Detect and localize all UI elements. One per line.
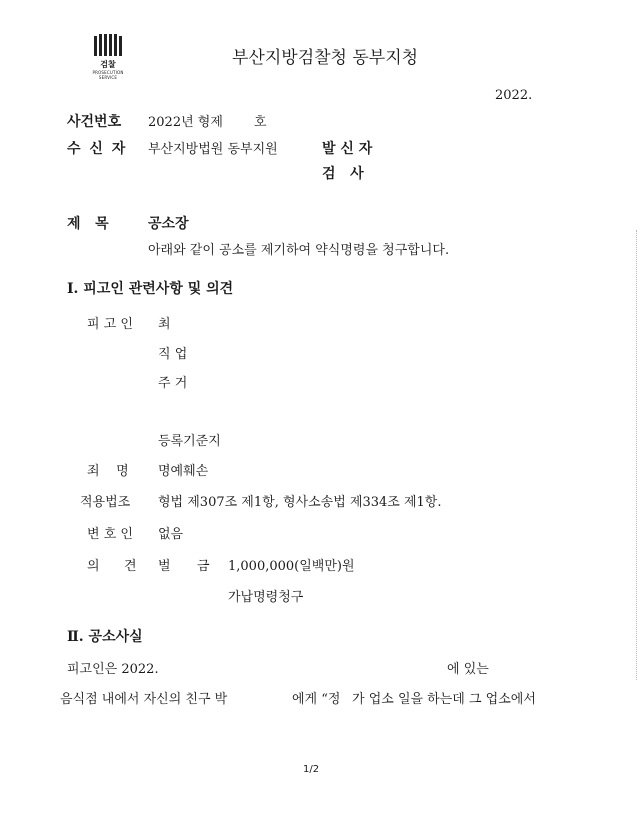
address-label: 주 거 (158, 376, 188, 391)
provisional-payment: 가납명령청구 (228, 590, 304, 605)
law-value: 형법 제307조 제1항, 형사소송법 제334조 제1항. (158, 495, 442, 510)
case-number-value: 2022년 형제 (148, 115, 223, 130)
scan-edge (635, 230, 637, 680)
defendant-value: 최 (158, 317, 171, 332)
subject-title: 공소장 (148, 216, 189, 232)
facts-line2-middle: 에게 “정 (292, 692, 341, 707)
recipient-value: 부산지방법원 동부지원 (148, 142, 278, 157)
page-number: 1/2 (303, 764, 320, 775)
case-number-label: 사건번호 (67, 114, 122, 130)
facts-line2-end: 가 업소 일을 하는데 그 업소에서 (352, 692, 536, 707)
section1-heading: Ⅰ. 피고인 관련사항 및 의견 (67, 281, 234, 297)
prosecution-logo (86, 34, 130, 78)
opinion-label-3: 벌 (158, 559, 171, 574)
case-number-suffix: 호 (254, 115, 267, 130)
opinion-label-2: 견 (124, 559, 137, 574)
logo-bars-icon (86, 34, 130, 56)
facts-line1-end: 에 있는 (447, 662, 489, 677)
facts-line2-start: 음식점 내에서 자신의 친구 박 (60, 692, 228, 707)
defendant-label: 피 고 인 (87, 317, 133, 332)
lawyer-label: 변 호 인 (87, 527, 133, 542)
job-label: 직 업 (158, 347, 188, 362)
section2-heading: Ⅱ. 공소사실 (67, 629, 143, 645)
prosecutor-label: 검 사 (322, 166, 364, 182)
crime-value: 명예훼손 (158, 464, 209, 479)
logo-subtitle: PROSECUTION SERVICE (92, 70, 124, 80)
facts-line1-start: 피고인은 2022. (67, 662, 159, 677)
crime-label: 죄 명 (87, 464, 129, 479)
recipient-label: 수 신 자 (67, 141, 126, 157)
sender-label: 발 신 자 (322, 141, 373, 157)
opinion-label-4: 금 (197, 559, 210, 574)
opinion-label-1: 의 (87, 559, 100, 574)
registration-label: 등록기준지 (158, 434, 221, 449)
subject-label: 제 목 (67, 216, 109, 232)
logo-word: 검찰 (100, 60, 116, 69)
subject-text: 아래와 같이 공소를 제기하여 약식명령을 청구합니다. (148, 243, 450, 258)
office-title: 부산지방검찰청 동부지청 (232, 48, 419, 68)
document-date: 2022. (495, 88, 533, 103)
fine-value: 1,000,000(일백만)원 (228, 559, 355, 574)
lawyer-value: 없음 (158, 527, 184, 542)
law-label: 적용법조 (80, 495, 131, 510)
